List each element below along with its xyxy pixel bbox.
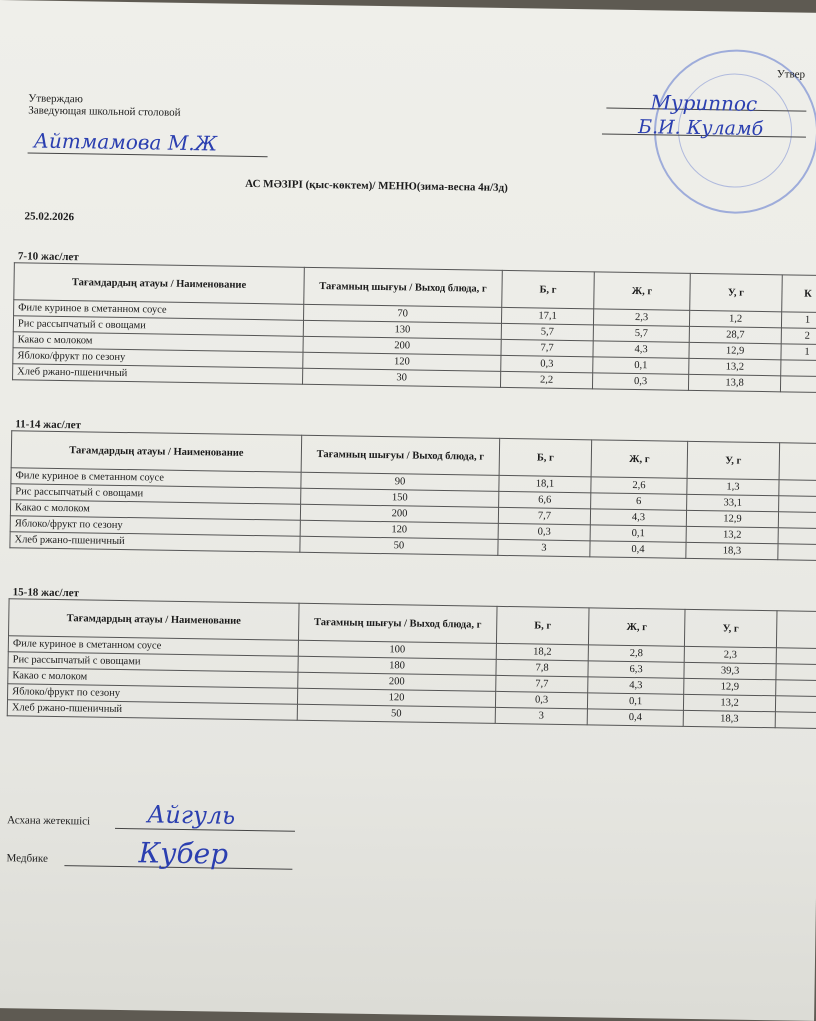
dish-output: 150 xyxy=(301,488,499,507)
dish-k xyxy=(778,544,816,561)
dish-carbs: 12,9 xyxy=(684,678,776,695)
dish-fat: 4,3 xyxy=(590,509,686,527)
cook-label: Асхана жетекшісі xyxy=(7,814,91,828)
dish-protein: 18,2 xyxy=(496,643,588,660)
dish-output: 200 xyxy=(298,672,496,691)
dish-fat: 0,3 xyxy=(592,373,688,391)
dish-output: 120 xyxy=(300,520,498,539)
dish-fat: 2,6 xyxy=(591,477,687,495)
dish-k xyxy=(779,496,816,513)
dish-name: Рис рассыпчатый с овощами xyxy=(11,484,301,505)
dish-name: Хлеб ржано-пшеничный xyxy=(7,700,297,721)
dish-output: 130 xyxy=(303,320,501,339)
dish-protein: 18,1 xyxy=(499,475,591,492)
dish-carbs: 12,9 xyxy=(689,342,781,359)
dish-protein: 2,2 xyxy=(500,371,592,388)
dish-output: 200 xyxy=(300,504,498,523)
column-header-fat: Ж, г xyxy=(588,608,685,647)
dish-name: Яблоко/фрукт по сезону xyxy=(8,684,298,705)
dish-k xyxy=(775,696,816,713)
approve-left-signature: Айтмамова М.Ж xyxy=(33,128,218,156)
dish-fat: 2,3 xyxy=(593,309,689,327)
approve-right-heading: Утвер xyxy=(776,68,806,81)
column-header-name: Тағамдардың атауы / Наименование xyxy=(9,599,300,641)
dish-protein: 7,7 xyxy=(496,675,588,692)
dish-k: 1 xyxy=(781,344,816,361)
dish-k xyxy=(778,528,816,545)
dish-k xyxy=(778,512,816,529)
dish-output: 50 xyxy=(300,536,498,555)
dish-protein: 0,3 xyxy=(498,523,590,540)
dish-protein: 7,8 xyxy=(496,659,588,676)
dish-protein: 7,7 xyxy=(498,507,590,524)
dish-protein: 0,3 xyxy=(501,355,593,372)
column-header-protein: Б, г xyxy=(496,606,589,644)
dish-protein: 3 xyxy=(495,707,587,724)
column-header-output: Тағамның шығуы / Выход блюда, г xyxy=(304,267,503,307)
section-label: 11-14 жас/лет xyxy=(15,418,82,432)
dish-k xyxy=(776,680,816,697)
dish-output: 50 xyxy=(297,704,495,723)
dish-k xyxy=(776,648,816,665)
column-header-fat: Ж, г xyxy=(591,440,688,479)
dish-protein: 6,6 xyxy=(499,491,591,508)
dish-carbs: 18,3 xyxy=(683,710,775,727)
menu-table-11-14 xyxy=(9,430,816,561)
menu-table-15-18 xyxy=(7,598,816,729)
dish-fat: 0,1 xyxy=(593,357,689,375)
column-header-protein: Б, г xyxy=(499,438,592,476)
menu-title: АС МӘЗІРІ (қыс-көктем)/ МЕНЮ(зима-весна 4н/3д) xyxy=(245,177,508,194)
dish-carbs: 1,2 xyxy=(689,310,781,327)
section-label: 7-10 жас/лет xyxy=(17,250,79,264)
approve-right-signature-2: Б.И. Куламб xyxy=(637,116,764,141)
menu-date: 25.02.2026 xyxy=(24,210,75,224)
dish-output: 180 xyxy=(298,656,496,675)
dish-output: 70 xyxy=(304,304,502,323)
column-header-carbs: У, г xyxy=(684,609,777,647)
dish-k xyxy=(780,376,816,393)
dish-k: 2 xyxy=(781,328,816,345)
dish-name: Какао с молоком xyxy=(10,500,300,521)
dish-fat: 0,4 xyxy=(590,541,686,559)
nurse-signature: Кубер xyxy=(138,836,229,871)
dish-carbs: 28,7 xyxy=(689,326,781,343)
column-header-name: Тағамдардың атауы / Наименование xyxy=(11,431,302,473)
dish-fat: 4,3 xyxy=(593,341,689,359)
approve-left-heading: Утверждаю xyxy=(28,92,83,106)
dish-fat: 0,4 xyxy=(587,709,683,727)
dish-name: Хлеб ржано-пшеничный xyxy=(13,364,303,385)
dish-carbs: 13,2 xyxy=(689,358,781,375)
dish-output: 100 xyxy=(298,640,496,659)
dish-k xyxy=(775,712,816,729)
dish-name: Филе куриное в сметанном соусе xyxy=(11,468,301,489)
dish-name: Рис рассыпчатый с овощами xyxy=(8,652,298,673)
dish-k: 1 xyxy=(781,312,816,329)
dish-protein: 5,7 xyxy=(501,323,593,340)
dish-k xyxy=(776,664,816,681)
dish-carbs: 13,2 xyxy=(683,694,775,711)
column-header-k: К xyxy=(782,275,816,313)
dish-carbs: 18,3 xyxy=(686,542,778,559)
dish-name: Филе куриное в сметанном соусе xyxy=(14,300,304,321)
dish-output: 120 xyxy=(297,688,495,707)
column-header-protein: Б, г xyxy=(502,270,595,308)
column-header-k xyxy=(779,443,816,481)
column-header-carbs: У, г xyxy=(687,441,780,479)
dish-name: Филе куриное в сметанном соусе xyxy=(8,636,298,657)
approve-right-signature-1: Муриппос xyxy=(650,90,758,116)
column-header-output: Тағамның шығуы / Выход блюда, г xyxy=(301,435,500,475)
menu-table-7-10 xyxy=(12,262,816,393)
dish-fat: 5,7 xyxy=(593,325,689,343)
column-header-name: Тағамдардың атауы / Наименование xyxy=(14,263,305,305)
dish-fat: 6,3 xyxy=(588,661,684,679)
column-header-carbs: У, г xyxy=(690,273,783,311)
dish-protein: 17,1 xyxy=(501,307,593,324)
column-header-output: Тағамның шығуы / Выход блюда, г xyxy=(298,603,497,643)
dish-name: Яблоко/фрукт по сезону xyxy=(10,516,300,537)
dish-carbs: 39,3 xyxy=(684,662,776,679)
column-header-k xyxy=(776,611,816,649)
dish-fat: 2,8 xyxy=(588,645,684,663)
dish-output: 120 xyxy=(303,352,501,371)
dish-carbs: 12,9 xyxy=(686,510,778,527)
dish-k xyxy=(779,480,816,497)
dish-name: Какао с молоком xyxy=(8,668,298,689)
dish-carbs: 13,8 xyxy=(688,374,780,391)
cook-signature: Айгуль xyxy=(147,800,236,830)
approve-left-role: Заведующая школьной столовой xyxy=(28,104,181,119)
dish-name: Какао с молоком xyxy=(13,332,303,353)
column-header-fat: Ж, г xyxy=(594,272,691,311)
dish-protein: 7,7 xyxy=(501,339,593,356)
dish-name: Рис рассыпчатый с овощами xyxy=(13,316,303,337)
dish-fat: 6 xyxy=(591,493,687,511)
dish-carbs: 1,3 xyxy=(687,478,779,495)
dish-name: Яблоко/фрукт по сезону xyxy=(13,348,303,369)
dish-protein: 0,3 xyxy=(495,691,587,708)
dish-k xyxy=(781,360,816,377)
nurse-label: Медбике xyxy=(6,852,49,865)
dish-output: 30 xyxy=(303,368,501,387)
dish-fat: 0,1 xyxy=(590,525,686,543)
section-label: 15-18 жас/лет xyxy=(12,586,80,600)
dish-output: 200 xyxy=(303,336,501,355)
dish-carbs: 2,3 xyxy=(684,646,776,663)
dish-fat: 4,3 xyxy=(588,677,684,695)
dish-output: 90 xyxy=(301,472,499,491)
dish-protein: 3 xyxy=(498,539,590,556)
dish-fat: 0,1 xyxy=(587,693,683,711)
dish-name: Хлеб ржано-пшеничный xyxy=(10,532,300,553)
dish-carbs: 33,1 xyxy=(687,494,779,511)
dish-carbs: 13,2 xyxy=(686,526,778,543)
